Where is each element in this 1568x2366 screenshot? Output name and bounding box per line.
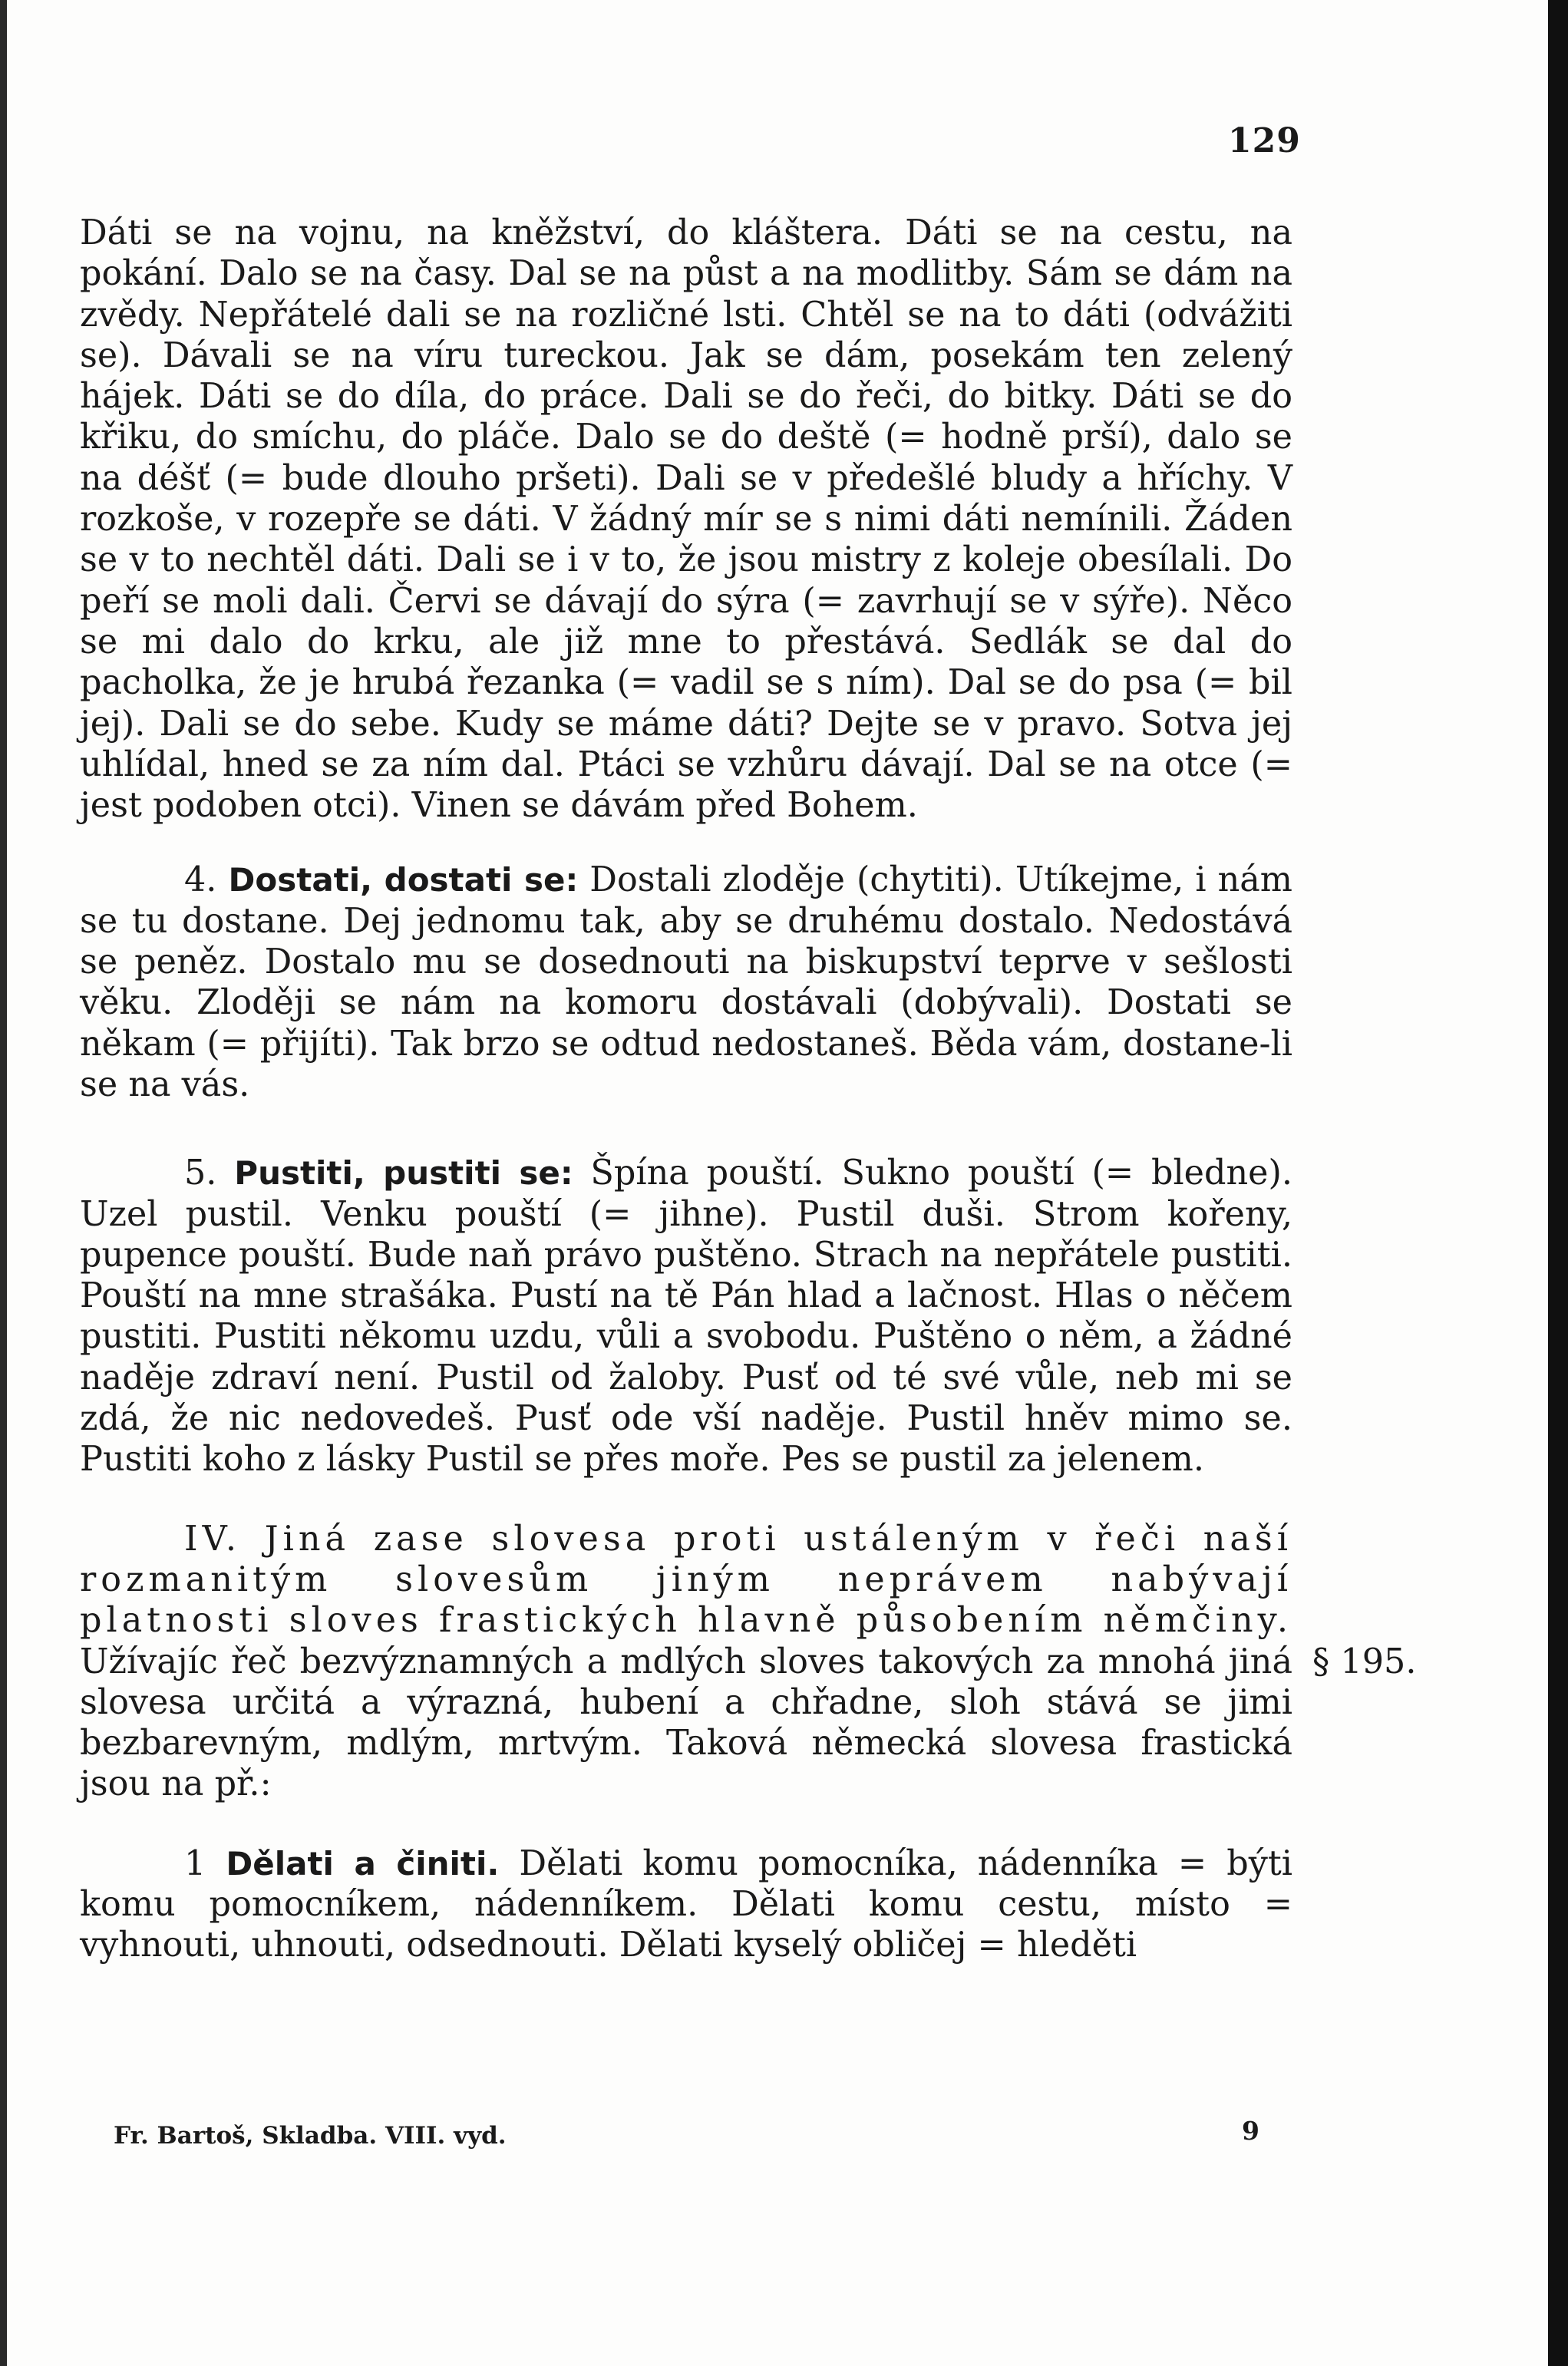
page-number: 129: [1228, 121, 1301, 160]
item-number: 1: [184, 1843, 206, 1883]
page-left-edge: [0, 0, 7, 2366]
paragraph-iv-text: Užívajíc řeč bezvýznamných a mdlých sloves takových za mnohá jiná slovesa určitá a výrazná, hubení a chřadne, sloh stává se jimi bezbarevným, mdlým, mrtvým. Taková německá slovesa frastická jsou na př.:: [80, 1642, 1292, 1804]
page-right-edge: [1548, 0, 1568, 2366]
entry-text-delati: Dělati komu pomocníka, nádenníka = býti komu pomocníkem, nádenníkem. Dělati komu cestu, místo = vyhnouti, uhnouti, odsednouti. Dělati kyselý obličej = hleděti: [80, 1843, 1292, 1965]
entry-text-pustiti: Špína pouští. Sukno pouští (= bledne). Uzel pustil. Venku pouští (= jihne). Pustil duši. Strom kořeny, pupence pouští. Bude naň právo puštěno. Strach na nepřátele pustiti. Pouští na mne strašáka. Pustí na tě Pán hlad a lačnost. Hlas o něčem pustiti. Pustiti někomu uzdu, vůli a svobodu. Puštěno o něm, a žádné naděje zdraví není. Pustil od žaloby. Pusť od té své vůle, neb mi se zdá, že nic nedovedeš. Pusť ode vší naděje. Pustil hněv mimo se. Pustiti koho z lásky Pustil se přes moře. Pes se pustil za jelenem.: [80, 1153, 1292, 1480]
body-text: [80, 213, 1292, 1966]
paragraph-dostati: [80, 860, 1292, 1105]
paragraph-iv: [80, 1519, 1292, 1805]
section-reference: § 195.: [1312, 1642, 1417, 1681]
footer-source: Fr. Bartoš, Skladba. VIII. vyd.: [114, 2122, 507, 2150]
entry-heading-pustiti: Pustiti, pustiti se:: [234, 1154, 573, 1193]
paragraph-delati: [80, 1843, 1292, 1966]
item-number: 4.: [184, 860, 217, 900]
spaced-intro: IV. Jiná zase slovesa proti ustáleným v řeči naší rozmanitým slovesům jiným neprávem nabývají platnosti sloves frastických hlavně působením němčiny.: [80, 1519, 1292, 1641]
item-number: 5.: [184, 1153, 217, 1193]
entry-text-dostati: Dostali zloděje (chytiti). Utíkejme, i nám se tu dostane. Dej jednomu tak, aby se druhému dostalo. Nedostává se peněz. Dostalo mu se dosednouti na biskupství teprve v sešlosti věku. Zloději se nám na komoru dostávali (dobývali). Dostati se někam (= přijíti). Tak brzo se odtud nedostaneš. Běda vám, dostane-li se na vás.: [80, 860, 1292, 1104]
paragraph-pustiti: [80, 1153, 1292, 1480]
entry-heading-dostati: Dostati, dostati se:: [228, 861, 579, 899]
paragraph-dati: Dáti se na vojnu, na kněžství, do kláštera. Dáti se na cestu, na pokání. Dalo se na časy. Dal se na půst a na modlitby. Sám se dám na zvědy. Nepřátelé dali se na rozličné lsti. Chtěl se na to dáti (odvážiti se). Dávali se na víru tureckou. Jak se dám, posekám ten zelený hájek. Dáti se do díla, do práce. Dali se do řeči, do bitky. Dáti se do křiku, do smíchu, do pláče. Dalo se do deště (= hodně prší), dalo se na déšť (= bude dlouho pršeti). Dali se v předešlé bludy a hříchy. V rozkoše, v rozepře se dáti. V žádný mír se s nimi dáti nemínili. Žáden se v to nechtěl dáti. Dali se i v to, že jsou mistry z koleje obesílali. Do peří se moli dali. Červi se dávají do sýra (= zavrhují se v sýře). Něco se mi dalo do krku, ale již mne to přestává. Sedlák se dal do pacholka, že je hrubá řezanka (= vadil se s ním). Dal se do psa (= bil jej). Dali se do sebe. Kudy se máme dáti? Dejte se v pravo. Sotva jej uhlídal, hned se za ním dal. Ptáci se vzhůru dávají. Dal se na otce (= jest podoben otci). Vinen se dávám před Bohem.: [80, 213, 1292, 826]
entry-heading-delati: Dělati a činiti.: [226, 1844, 500, 1883]
footer-signature: 9: [1242, 2116, 1259, 2146]
